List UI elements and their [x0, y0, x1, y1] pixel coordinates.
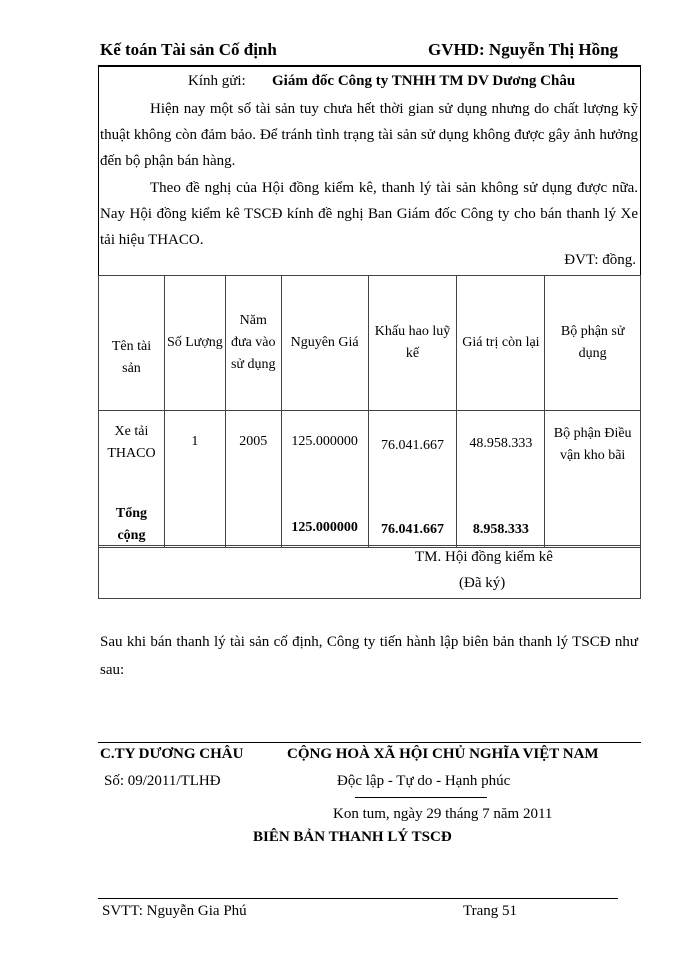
asset-table [98, 275, 641, 548]
cell-remaining: 48.958.333 [469, 436, 533, 451]
th-quantity: Số Lượng [164, 276, 225, 411]
form-title: BIÊN BẢN THANH LÝ TSCĐ [253, 829, 452, 845]
th-department: Bộ phận sử dụng [545, 276, 641, 411]
company-name: C.TY DƯƠNG CHÂU [100, 746, 244, 762]
motto: Độc lập - Tự do - Hạnh phúc [337, 773, 511, 789]
signature-box [98, 545, 641, 599]
cell-original-cost: 125.000000 [291, 434, 358, 449]
footer-rule [98, 898, 618, 899]
table-row [99, 411, 641, 548]
footer-left: SVTT: Nguyễn Gia Phú [102, 903, 247, 919]
header-left: Kế toán Tài sản Cố định [100, 40, 277, 59]
unit-label: ĐVT: đồng. [564, 252, 636, 268]
signature-status: (Đã ký) [459, 575, 506, 591]
letter-paragraph-2: Theo đề nghị của Hội đồng kiểm kê, thanh lý tài sản không sử dụng được nữa. Nay Hội đồng kiểm kê TSCĐ kính đề nghị Ban Giám đốc Công ty cho bán thanh lý Xe tải hiệu THACO. [100, 180, 638, 248]
cell-quantity: 1 [164, 411, 225, 548]
header-right: GVHD: Nguyễn Thị Hồng [428, 40, 619, 59]
cell-department: Bộ phận Điều vận kho bãi [545, 411, 641, 548]
footer-page: Trang 51 [463, 903, 518, 919]
document-number: Số: 09/2011/TLHĐ [104, 773, 221, 789]
cell-depreciation: 76.041.667 [381, 438, 445, 453]
letter-paragraph-1: Hiện nay một số tài sản tuy chưa hết thời gian sử dụng nhưng do chất lượng kỹ thuật không còn đảm bảo. Để tránh tình trạng tài sản sử dụng không được gây ảnh hưởng đến bộ phận bán hàng. [100, 101, 638, 169]
cell-asset-name: Xe tải THACO [107, 424, 156, 461]
th-depreciation: Khấu hao luỹ kế [368, 276, 457, 411]
total-depreciation: 76.041.667 [381, 522, 445, 537]
total-original-cost: 125.000000 [291, 520, 358, 535]
republic-title: CỘNG HOÀ XÃ HỘI CHỦ NGHĨA VIỆT NAM [287, 746, 599, 762]
th-asset-name: Tên tài sản [99, 276, 165, 411]
form-rule [98, 742, 641, 743]
motto-underline [355, 797, 487, 798]
signature-title: TM. Hội đồng kiểm kê [415, 549, 553, 565]
th-remaining: Giá trị còn lại [457, 276, 545, 411]
total-remaining: 8.958.333 [472, 522, 529, 537]
after-paragraph: Sau khi bán thanh lý tài sản cố định, Công ty tiến hành lập biên bản thanh lý TSCĐ như sau: [100, 634, 638, 678]
th-original-cost: Nguyên Giá [281, 276, 368, 411]
total-label: Tổng cộng [115, 506, 148, 543]
th-year: Năm đưa vào sử dụng [225, 276, 281, 411]
to-value: Giám đốc Công ty TNHH TM DV Dương Châu [272, 73, 576, 89]
to-label: Kính gửi: [188, 73, 246, 89]
table-header-row [99, 276, 641, 411]
cell-year: 2005 [225, 411, 281, 548]
form-date: Kon tum, ngày 29 tháng 7 năm 2011 [333, 806, 553, 822]
